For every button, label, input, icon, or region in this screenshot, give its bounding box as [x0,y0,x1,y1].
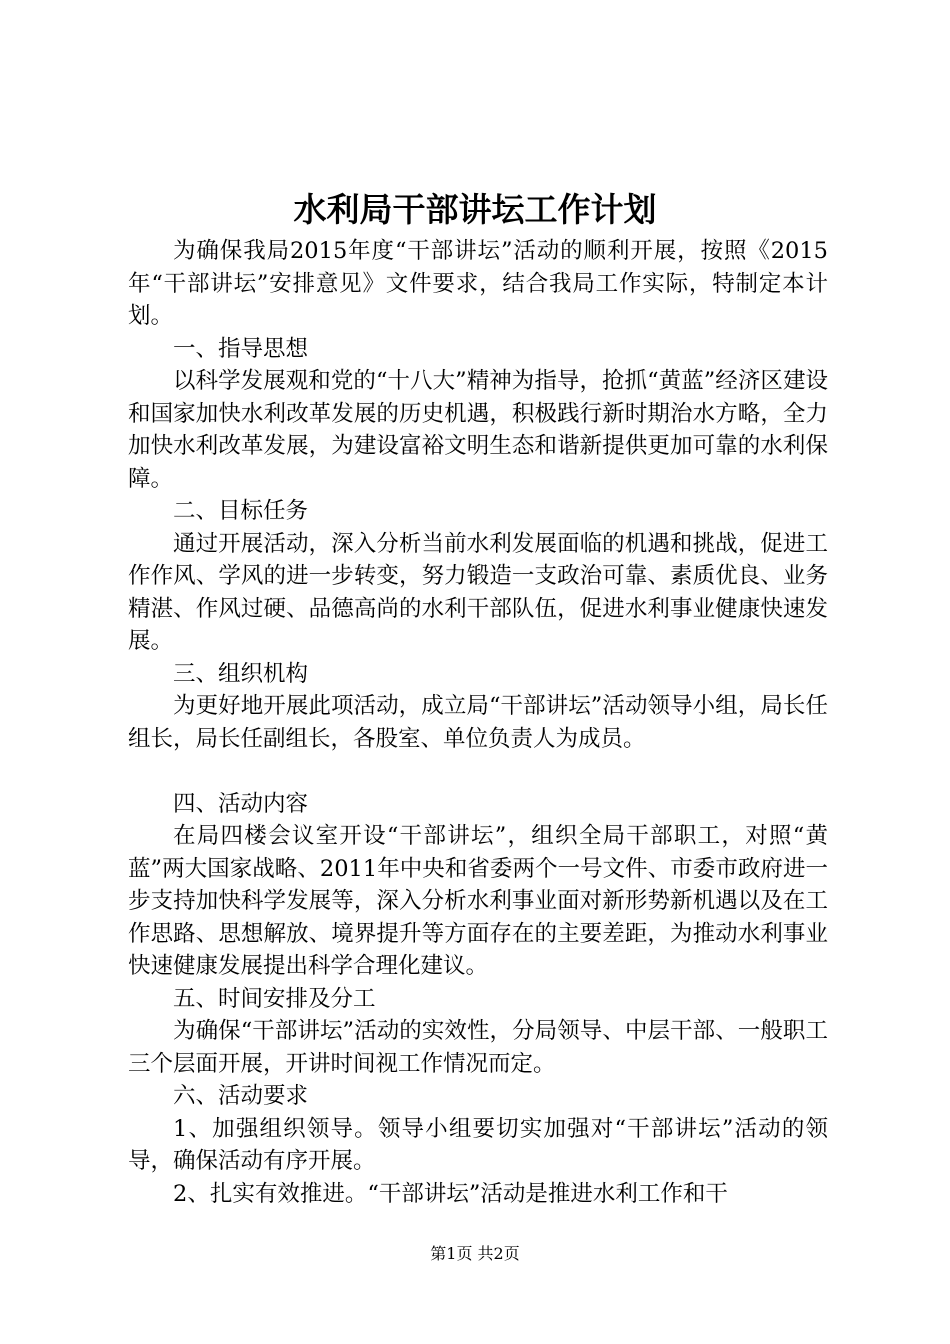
document-title: 水利局干部讲坛工作计划 [293,190,657,229]
section-heading-requirements: 六、活动要求 [173,1083,309,1109]
section-paragraph: 以科学发展观和党的“十八大”精神为指导，抢抓“黄蓝”经济区建设和国家加快水利改革发展的历史机遇，积极践行新时期治水方略，全力加快水利改革发展，为建设富裕文明生态和谐新提供更加可靠的水利保障。 [128,368,828,492]
blank-line [128,755,828,788]
section-heading-activities: 四、活动内容 [173,790,309,817]
section-heading-goals: 二、目标任务 [173,498,309,524]
section-paragraph: 在局四楼会议室开设“干部讲坛”，组织全局干部职工，对照“黄蓝”两大国家战略、2011年中央和省委两个一号文件、市委市政府进一步支持加快科学发展等，深入分析水利事业面对新形势新机遇以及在工作思路、思想解放、境界提升等方面存在的主要差距，为推动水利事业快速健康发展提出科学合理化建议。 [128,823,828,979]
section-heading-schedule: 五、时间安排及分工 [173,985,376,1012]
section-paragraph: 为确保“干部讲坛”活动的实效性，分局领导、中层干部、一般职工三个层面开展，开讲时间视工作情况而定。 [128,1018,828,1077]
document-body [128,235,828,1210]
section-paragraph: 1、加强组织领导。领导小组要切实加强对“干部讲坛”活动的领导，确保活动有序开展。 [128,1115,828,1174]
section-paragraph: 2、扎实有效推进。“干部讲坛”活动是推进水利工作和干 [173,1180,728,1207]
intro-paragraph: 为确保我局2015年度“干部讲坛”活动的顺利开展，按照《2015年“干部讲坛”安排意见》文件要求，结合我局工作实际，特制定本计划。 [128,238,828,329]
section-paragraph: 通过开展活动，深入分析当前水利发展面临的机遇和挑战，促进工作作风、学风的进一步转变，努力锻造一支政治可靠、素质优良、业务精湛、作风过硬、品德高尚的水利干部队伍，促进水利事业健康快速发展。 [128,530,828,654]
section-heading-guiding-ideology: 一、指导思想 [173,335,309,362]
section-paragraph: 为更好地开展此项活动，成立局“干部讲坛”活动领导小组，局长任组长，局长任副组长，各股室、单位负责人为成员。 [128,693,828,752]
page-footer: 第1页 共2页 [430,1244,520,1263]
section-heading-organization: 三、组织机构 [173,660,309,687]
